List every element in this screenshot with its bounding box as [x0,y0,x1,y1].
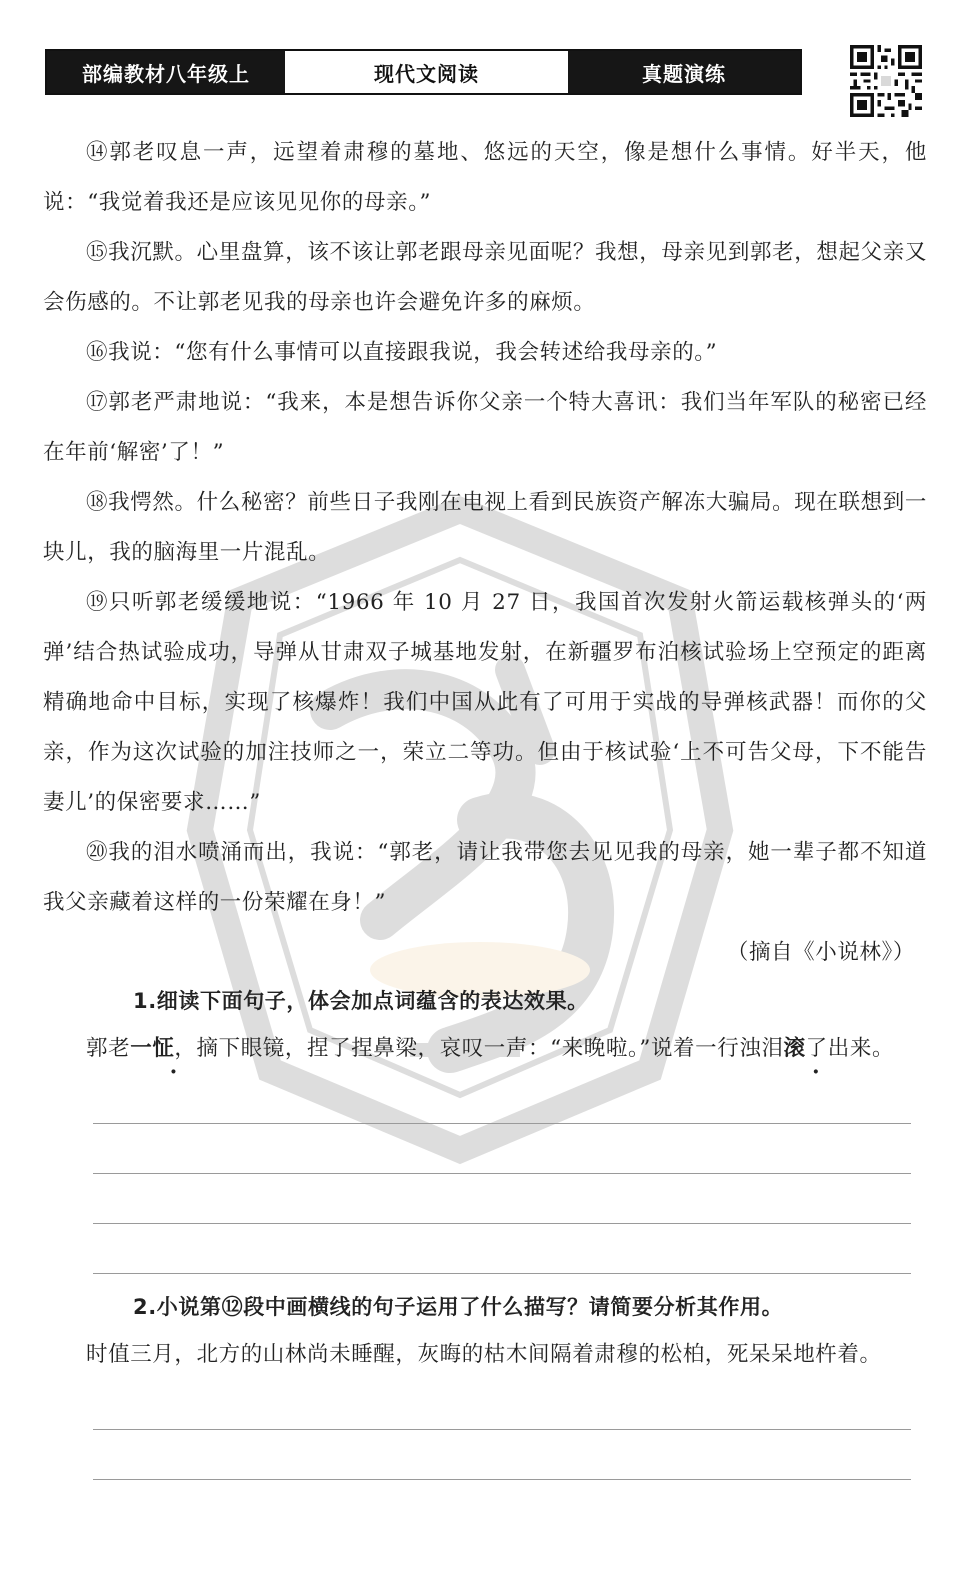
question-1-quote [43,1024,927,1074]
header-section-label: 真题演练 [568,51,800,93]
answer-line[interactable] [93,1430,911,1480]
quote-text: 了出来。 [805,1036,895,1061]
paragraph-15: ⑮我沉默。心里盘算，该不该让郭老跟母亲见面呢？我想，母亲见到郭老，想起父亲又会伤感的。不让郭老见我的母亲也许会避免许多的麻烦。 [43,240,927,315]
header-bar [45,49,802,95]
quote-text: 郭老 [86,1036,131,1061]
answer-area-1[interactable] [43,1074,927,1274]
paragraph-16: ⑯我说：“您有什么事情可以直接跟我说，我会转述给我母亲的。” [86,340,718,365]
quote-text: ，摘下眼镜，捏了捏鼻梁，哀叹一声：“来晚啦。”说着一行浊泪 [174,1036,784,1061]
header-grade-label: 部编教材八年级上 [47,51,285,93]
paragraph-20: ⑳我的泪水喷涌而出，我说：“郭老，请让我带您去见见我的母亲，她一辈子都不知道我父亲藏着这样的一份荣耀在身！” [43,840,927,915]
paragraph-14: ⑭郭老叹息一声，远望着肃穆的墓地、悠远的天空，像是想什么事情。好半天，他说：“我觉着我还是应该见见你的母亲。” [43,140,927,215]
answer-line[interactable] [93,1124,911,1174]
answer-line[interactable] [93,1380,911,1430]
answer-area-2[interactable] [43,1380,927,1480]
question-1-title: 1.细读下面句子，体会加点词蕴含的表达效果。 [133,989,589,1013]
answer-line[interactable] [93,1224,911,1274]
header-subject-label: 现代文阅读 [285,51,568,93]
source-citation: （摘自《小说林》） [726,940,915,965]
paragraph-17: ⑰郭老严肃地说：“我来，本是想告诉你父亲一个特大喜讯：我们当年军队的秘密已经在年前‘解密’了！” [43,390,927,465]
question-2-title: 2.小说第⑫段中画横线的句子运用了什么描写？请简要分析其作用。 [133,1295,784,1319]
reading-passage [43,128,927,1480]
paragraph-18: ⑱我愕然。什么秘密？前些日子我刚在电视上看到民族资产解冻大骗局。现在联想到一块儿，我的脑海里一片混乱。 [43,490,927,565]
qr-code-icon [850,45,922,117]
dotted-word: 一怔 [130,1036,175,1061]
question-2-quote: 时值三月，北方的山林尚未睡醒，灰晦的枯木间隔着肃穆的松柏，死呆呆地杵着。 [86,1342,882,1367]
dotted-word: 滚 [783,1036,806,1061]
paragraph-19: ⑲只听郭老缓缓地说：“1966 年 10 月 27 日，我国首次发射火箭运载核弹头的‘两弹’结合热试验成功，导弹从甘肃双子城基地发射，在新疆罗布泊核试验场上空预定的距离精确地命中目标，实现了核爆炸！我们中国从此有了可用于实战的导弹核武器！而你的父亲，作为这次试验的加注技师之一，荣立二等功。但由于核试验‘上不可告父母，下不能告妻儿’的保密要求……” [43,590,927,815]
answer-line[interactable] [93,1174,911,1224]
